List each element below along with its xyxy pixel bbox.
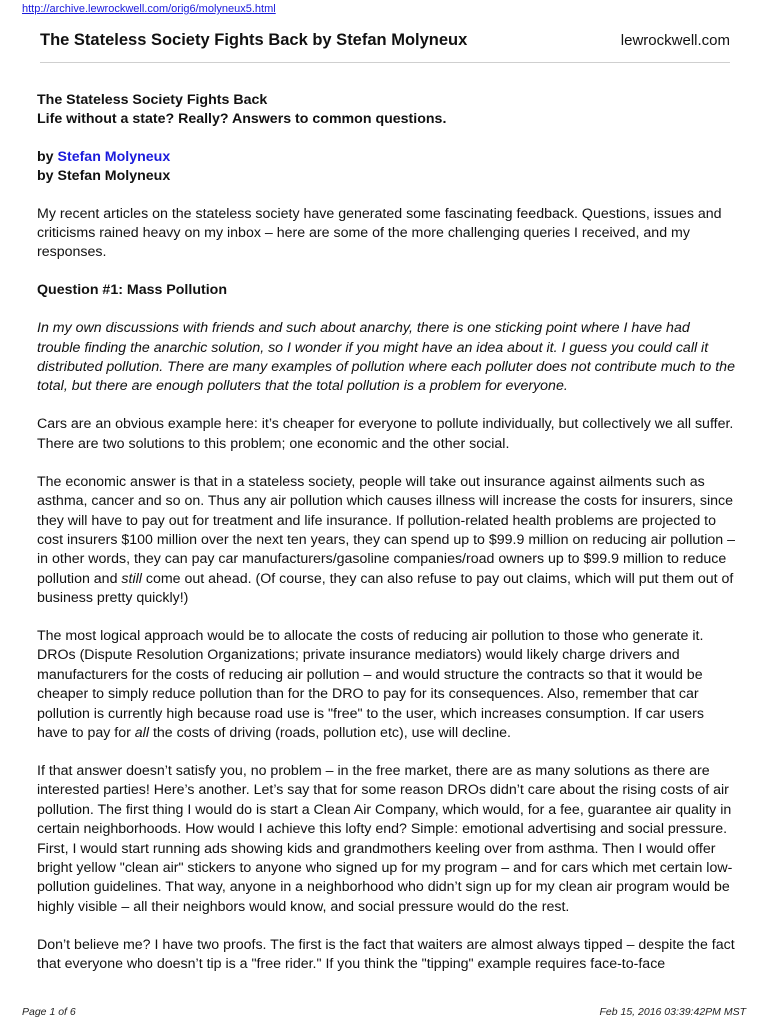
paragraph-economic-part2: come out ahead. (Of course, they can also refuse to pay out claims, which will put them out of business pretty quickly!) <box>37 570 734 607</box>
header-site-name: lewrockwell.com <box>620 32 730 49</box>
paragraph-proofs: Don’t believe me? I have two proofs. The first is the fact that waiters are almost always tipped – despite the fact that everyone who doesn’t tip is a "free rider." If you think the "tipping" example requires face-to-face <box>37 936 735 973</box>
paragraph-logical-part1: The most logical approach would be to allocate the costs of reducing air pollution to those who generate it. DROs (Dispute Resolution Organizations; private insurance mediators) would likely charge drivers and manufacturers for the costs of reducing air pollution – and would structure the contracts so that it would be cheaper to simply reduce pollution than for the DRO to pay for its consequences. Also, remember that car pollution is currently high because road use is "free" to the user, which increases consumption. If car users have to pay for <box>37 628 704 742</box>
paragraph-economic-part1: The economic answer is that in a stateless society, people will take out insurance against ailments such as asthma, cancer and so on. Thus any air pollution which causes illness will increase the costs for insurers, since they will have to pay out for treatment and life insurance. If pollution-related health problems are projected to cost insurers $100 million over the next ten years, they can spend up to $99.9 million on reducing air pollution – in other words, they can pay car manufacturers/gasoline companies/road owners up to $99.9 million to reduce pollution and <box>37 473 735 587</box>
print-header <box>40 28 730 63</box>
paragraph-logical-part2: the costs of driving (roads, pollution etc), use will decline. <box>149 725 511 742</box>
article-title: The Stateless Society Fights Back <box>37 92 268 108</box>
paragraph-cars: Cars are an obvious example here: it’s cheaper for everyone to pollute individually, but collectively we all suffer. There are two solutions to this problem; one economic and the other social. <box>37 416 734 452</box>
paragraph-social: If that answer doesn’t satisfy you, no problem – in the free market, there are as many solutions as there are interested parties! Here’s another. Let’s say that for some reason DROs didn’t care about the rising costs of air pollution. The first thing I would do is start a Clean Air Company, which would, for a fee, guarantee air quality in certain neighborhoods. How would I achieve this lofty end? Simple: emotional advertising and social pressure. First, I would start running ads showing kids and grandmothers keeling over from asthma. Then I would offer bright yellow "clean air" stickers to anyone who signed up for my program – and for cars which met certain low-pollution guidelines. That way, anyone in a neighborhood who didn’t sign up for my clean air program would be highly visible – all their neighbors would know, and social pressure would do the rest. <box>37 762 733 915</box>
paragraph-logical <box>37 627 737 743</box>
author-link[interactable]: Stefan Molyneux <box>57 148 171 165</box>
question-heading: Question #1: Mass Pollution <box>37 282 227 299</box>
paragraph-logical-emphasis: all <box>134 725 149 742</box>
article-body <box>37 91 737 993</box>
intro-paragraph: My recent articles on the stateless society have generated some fascinating feedback. Questions, issues and criticisms rained heavy on my inbox – here are some of the more challenging queries I received, and my responses. <box>37 205 722 261</box>
byline-block <box>37 148 737 187</box>
print-timestamp: Feb 15, 2016 03:39:42PM MST <box>599 1006 746 1018</box>
byline-prefix: by <box>37 148 58 165</box>
byline-plain: by Stefan Molyneux <box>37 168 171 185</box>
page-number: Page 1 of 6 <box>22 1006 76 1018</box>
paragraph-economic-emphasis: still <box>121 570 142 587</box>
question-quote: In my own discussions with friends and such about anarchy, there is one sticking point where I have had trouble finding the anarchic solution, so I wonder if you might have an idea about it. I guess you could call it distributed pollution. There are many examples of pollution where each polluter does not contribute much to the total, but there are enough polluters that the total pollution is a problem for everyone. <box>37 320 735 395</box>
article-subtitle: Life without a state? Really? Answers to common questions. <box>37 111 447 128</box>
header-title: The Stateless Society Fights Back by Stefan Molyneux <box>40 31 468 49</box>
page-url-link[interactable]: http://archive.lewrockwell.com/orig6/molyneux5.html <box>22 3 276 15</box>
byline-linked <box>37 148 737 167</box>
article-title-block <box>37 91 737 130</box>
paragraph-economic <box>37 473 737 609</box>
